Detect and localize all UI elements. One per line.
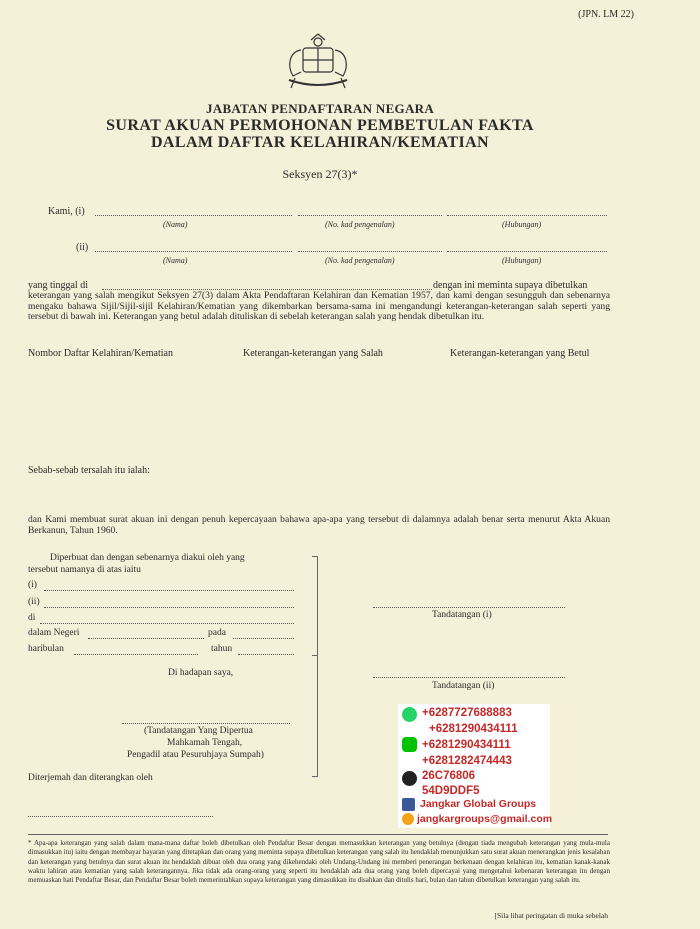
residing-label: yang tinggal di	[28, 280, 88, 291]
see-reverse-note: [Sila lihat peringatan di muka sebelah	[494, 911, 608, 920]
place-label: di	[28, 613, 36, 623]
officer-title-line1: (Tandatangan Yang Dipertua	[144, 726, 253, 736]
column-header-register-no: Nombor Daftar Kelahiran/Kematian	[28, 348, 173, 359]
contact-advert	[398, 704, 553, 828]
month-field[interactable]	[74, 644, 198, 655]
applicant-1-ic-field[interactable]	[298, 205, 442, 216]
bracket-bottom	[312, 776, 318, 777]
coat-of-arms-icon	[281, 32, 355, 92]
officer-title-line2: Mahkamah Tengah,	[167, 738, 243, 748]
applicant-2-relation-field[interactable]	[447, 241, 607, 252]
line-number: +6281290434111	[422, 739, 511, 751]
before-me-label: Di hadapan saya,	[168, 668, 234, 678]
caption-name: (Nama)	[163, 220, 188, 229]
year-field[interactable]	[238, 644, 294, 655]
state-field[interactable]	[88, 628, 204, 639]
line-icon	[402, 737, 417, 752]
day-label: haribulan	[28, 644, 64, 654]
facebook-icon	[402, 798, 415, 811]
applicant-1-label: Kami, (i)	[48, 206, 85, 217]
reasons-label: Sebab-sebab tersalah itu ialah:	[28, 465, 150, 476]
applicant-1-relation-field[interactable]	[447, 205, 607, 216]
bracket-middle	[312, 655, 318, 656]
applicant-2-name-field[interactable]	[95, 241, 292, 252]
on-label: pada	[208, 628, 226, 638]
applicant-2-ic-field[interactable]	[298, 241, 442, 252]
whatsapp-icon	[402, 707, 417, 722]
signer-1-label: (i)	[28, 580, 37, 590]
form-title-line1: SURAT AKUAN PERMOHONAN PEMBETULAN FAKTA	[106, 117, 534, 134]
date-field[interactable]	[233, 628, 294, 639]
officer-title-line3: Pengadil atau Pesuruhjaya Sumpah)	[127, 750, 264, 760]
form-title-line2: DALAM DAFTAR KELAHIRAN/KEMATIAN	[150, 134, 490, 151]
bbm-pin-1: 26C76806	[422, 770, 476, 782]
signature-2-field[interactable]	[373, 667, 565, 678]
signer-2-field[interactable]	[44, 597, 294, 608]
bracket-divider	[317, 556, 318, 776]
column-header-wrong-details: Keterangan-keterangan yang Salah	[243, 348, 383, 359]
translator-field[interactable]	[28, 806, 213, 817]
applicant-1-name-field[interactable]	[95, 205, 292, 216]
signature-1-field[interactable]	[373, 597, 565, 608]
signing-intro-line1: Diperbuat dan dengan sebenarnya diakui oleh yang	[50, 553, 245, 563]
email-icon	[402, 813, 414, 825]
column-header-correct-details: Keterangan-keterangan yang Betul	[450, 348, 590, 359]
year-label: tahun	[211, 644, 233, 654]
bbm-icon	[402, 771, 417, 786]
bbm-pin-2: 54D9DDF5	[422, 785, 480, 797]
signing-intro-line2: tersebut namanya di atas iaitu	[28, 565, 141, 575]
form-reference: (JPN. LM 22)	[578, 9, 634, 20]
signature-2-label: Tandatangan (ii)	[432, 681, 495, 691]
request-paragraph: keterangan yang salah mengikut Seksyen 27(3) dalam Akta Pendaftaran Kelahiran dan Kematian 1957, dan kami dengan sesungguh dan sebenarnya mengaku bahawa Sijil/Sijil-sijil Kelahiran/Kematian yang dikembarkan bersama-sama ini mengandungi keterangan-keterangan salah seperti yang tersebut di bawah ini. Keterangan yang betul adalah dituliskan di sebelah keterangan salah yang hendak dibetulkan itu.	[28, 290, 610, 322]
request-text: dengan ini meminta supaya dibetulkan	[433, 280, 588, 291]
signature-1-label: Tandatangan (i)	[432, 610, 492, 620]
declaration-paragraph: dan Kami membuat surat akuan ini dengan penuh kepercayaan bahawa apa-apa yang tersebut di dalamnya adalah benar serta menurut Akta Akuan Berkanun, Tahun 1960.	[28, 514, 610, 536]
signer-1-field[interactable]	[44, 580, 294, 591]
email-address: jangkargroups@gmail.com	[417, 813, 553, 825]
signer-2-label: (ii)	[28, 597, 40, 607]
caption-relation: (Hubungan)	[502, 220, 542, 229]
phone-number-2: +6281282474443	[422, 755, 512, 767]
address-field[interactable]	[102, 279, 432, 290]
applicant-2-label: (ii)	[76, 242, 89, 253]
footnote: * Apa-apa keterangan yang salah dalam mana-mana daftar boleh dibetulkan oleh Pendaftar Besar dengan memasukkan keterangan yang betulnya (dengan tiada mengubah keterangan yang mula-mula dimasukkan itu) iaitu dengan membayar bayaran yang ditetapkan dan orang yang meminta supaya dibetulkan keterangan yang salah itu hendaklah menunjukkan satu surat akuan menerangkan jenis kesalahan dan keterangan yang betulnya dan surat akuan itu hendaklah dibuat oleh dua orang yang dikehendaki oleh Undang-Undang ini memberi penerangan berkenaan dengan kelahiran itu, kematian kanak-kanak waktu lahiran atau kematian yang salah keterangannya. Jika tidak ada orang-orang yang seperti itu hendaklah ada dua orang yang boleh dipercayai yang mengetahui kebenaran keterangan itu dengan memuaskan hati Pendaftar Besar, dan Pendaftar Besar boleh memerintahkan supaya keterangan yang dimasukkan itu disahkan dan ditulis hari, bulan dan tahun dibetulkan keterangan yang salah itu.	[28, 839, 610, 885]
whatsapp-number: +6287727688883	[422, 707, 512, 719]
phone-number: +6281290434111	[429, 723, 518, 735]
caption-ic: (No. kad pengenalan)	[325, 256, 395, 265]
section-label: Seksyen 27(3)*	[282, 167, 358, 181]
place-field[interactable]	[40, 613, 294, 624]
state-label: dalam Negeri	[28, 628, 80, 638]
caption-name: (Nama)	[163, 256, 188, 265]
department-name: JABATAN PENDAFTARAN NEGARA	[205, 101, 435, 116]
bracket-top	[312, 556, 318, 557]
footnote-divider	[28, 834, 608, 835]
caption-ic: (No. kad pengenalan)	[325, 220, 395, 229]
officer-signature-field[interactable]	[122, 713, 290, 724]
facebook-name: Jangkar Global Groups	[420, 798, 537, 810]
caption-relation: (Hubungan)	[502, 256, 542, 265]
translated-by-label: Diterjemah dan diterangkan oleh	[28, 773, 153, 783]
